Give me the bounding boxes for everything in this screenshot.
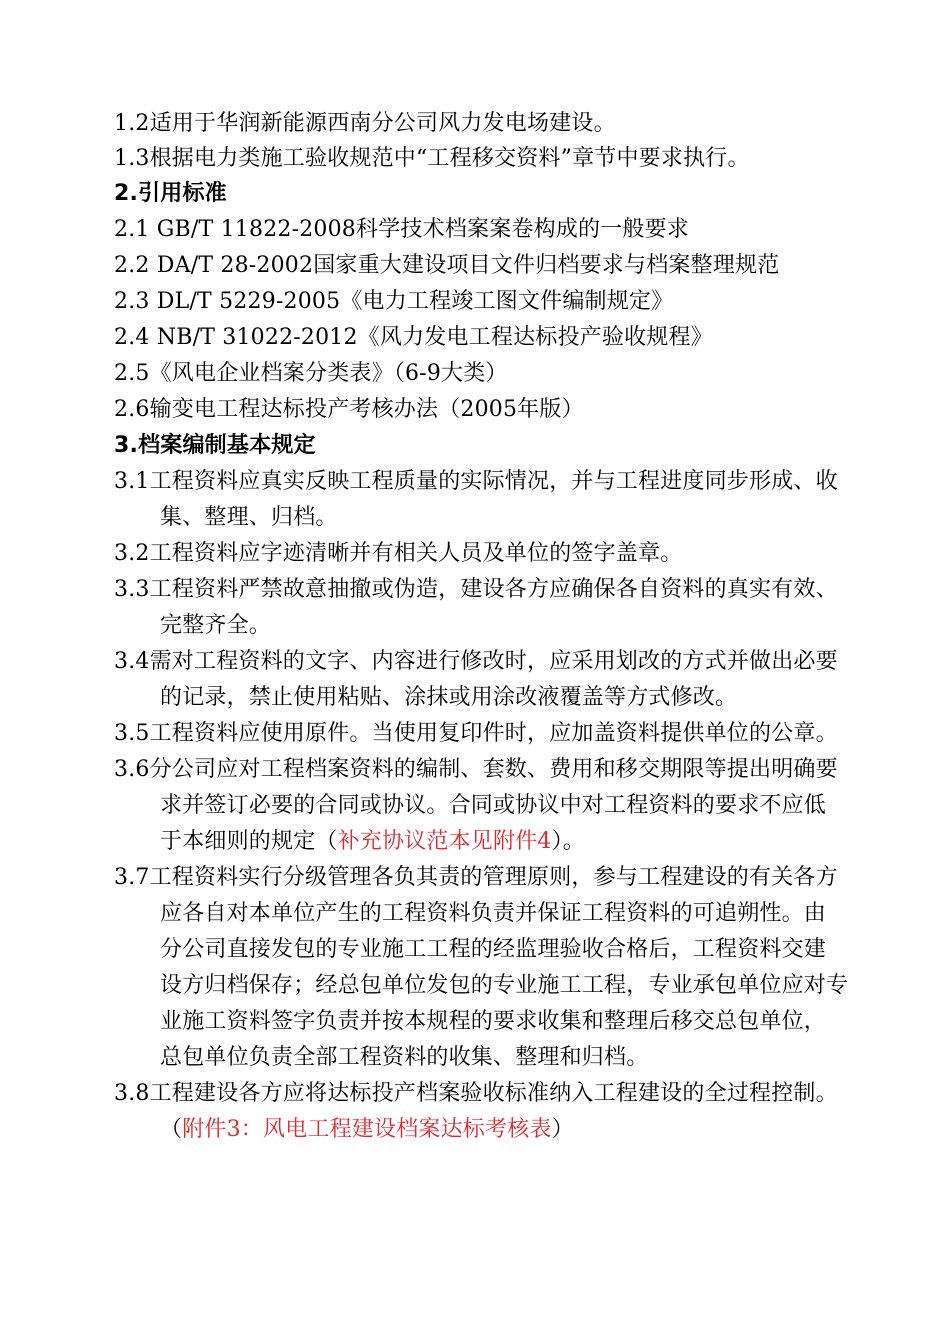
clause-1-2: 1.2适用于华润新能源西南分公司风力发电场建设。 xyxy=(114,111,616,136)
clause-2-1: 2.1 GB/T 11822-2008科学技术档案案卷构成的一般要求 xyxy=(114,217,690,242)
attachment-3-reference: 附件3：风电工程建设档案达标考核表 xyxy=(182,1117,552,1142)
clause-1-3: 1.3根据电力类施工验收规范中“工程移交资料”章节中要求执行。 xyxy=(114,146,750,171)
clause-3-2: 3.2工程资料应字迹清晰并有相关人员及单位的签字盖章。 xyxy=(114,541,683,566)
clause-3-7-line3: 分公司直接发包的专业施工工程的经监理验收合格后，工程资料交建 xyxy=(160,937,827,962)
clause-3-6-text: 于本细则的规定（ xyxy=(160,829,338,854)
clause-3-8-line2 xyxy=(160,1112,574,1148)
clause-3-8-close: ） xyxy=(551,1117,574,1142)
section-heading-2: 2.引用标准 xyxy=(114,181,227,206)
clause-3-7-line4: 设方归档保存；经总包单位发包的专业施工工程，专业承包单位应对专 xyxy=(160,973,849,998)
clause-3-7-line2: 应各自对本单位产生的工程资料负责并保证工程资料的可追朔性。由 xyxy=(160,901,827,926)
clause-3-4-line1: 3.4需对工程资料的文字、内容进行修改时，应采用划改的方式并做出必要 xyxy=(114,649,838,674)
clause-2-6: 2.6输变电工程达标投产考核办法（2005年版） xyxy=(114,397,584,422)
clause-3-1-line1: 3.1工程资料应真实反映工程质量的实际情况，并与工程进度同步形成、收 xyxy=(114,469,838,494)
clause-3-6-line3 xyxy=(160,824,585,860)
clause-3-6-line1: 3.6分公司应对工程档案资料的编制、套数、费用和移交期限等提出明确要 xyxy=(114,757,838,782)
clause-3-8-line1: 3.8工程建设各方应将达标投产档案验收标准纳入工程建设的全过程控制。 xyxy=(114,1081,838,1106)
clause-3-5: 3.5工程资料应使用原件。当使用复印件时，应加盖资料提供单位的公章。 xyxy=(114,721,838,746)
section-heading-3: 3.档案编制基本规定 xyxy=(114,433,316,458)
clause-3-6-line2: 求并签订必要的合同或协议。合同或协议中对工程资料的要求不应低 xyxy=(160,793,827,818)
clause-3-4-line2: 的记录，禁止使用粘贴、涂抹或用涂改液覆盖等方式修改。 xyxy=(160,685,738,710)
clause-3-3-line2: 完整齐全。 xyxy=(160,613,272,638)
clause-2-3: 2.3 DL/T 5229-2005《电力工程竣工图文件编制规定》 xyxy=(114,289,674,314)
clause-3-8-open: （ xyxy=(160,1117,183,1142)
clause-2-5: 2.5《风电企业档案分类表》（6-9大类） xyxy=(114,361,508,386)
clause-3-3-line1: 3.3工程资料严禁故意抽撤或伪造，建设各方应确保各自资料的真实有效、 xyxy=(114,577,838,602)
attachment-4-reference: 补充协议范本见附件4 xyxy=(337,829,552,854)
clause-3-6-close: ）。 xyxy=(551,829,586,854)
clause-2-2: 2.2 DA/T 28-2002国家重大建设项目文件归档要求与档案整理规范 xyxy=(114,253,780,278)
clause-3-7-line5: 业施工资料签字负责并按本规程的要求收集和整理后移交总包单位， xyxy=(160,1009,827,1034)
clause-3-7-line6: 总包单位负责全部工程资料的收集、整理和归档。 xyxy=(160,1045,649,1070)
clause-3-1-line2: 集、整理、归档。 xyxy=(160,505,338,530)
clause-3-7-line1: 3.7工程资料实行分级管理各负其责的管理原则，参与工程建设的有关各方 xyxy=(114,865,838,890)
clause-2-4: 2.4 NB/T 31022-2012《风力发电工程达标投产验收规程》 xyxy=(114,325,713,350)
